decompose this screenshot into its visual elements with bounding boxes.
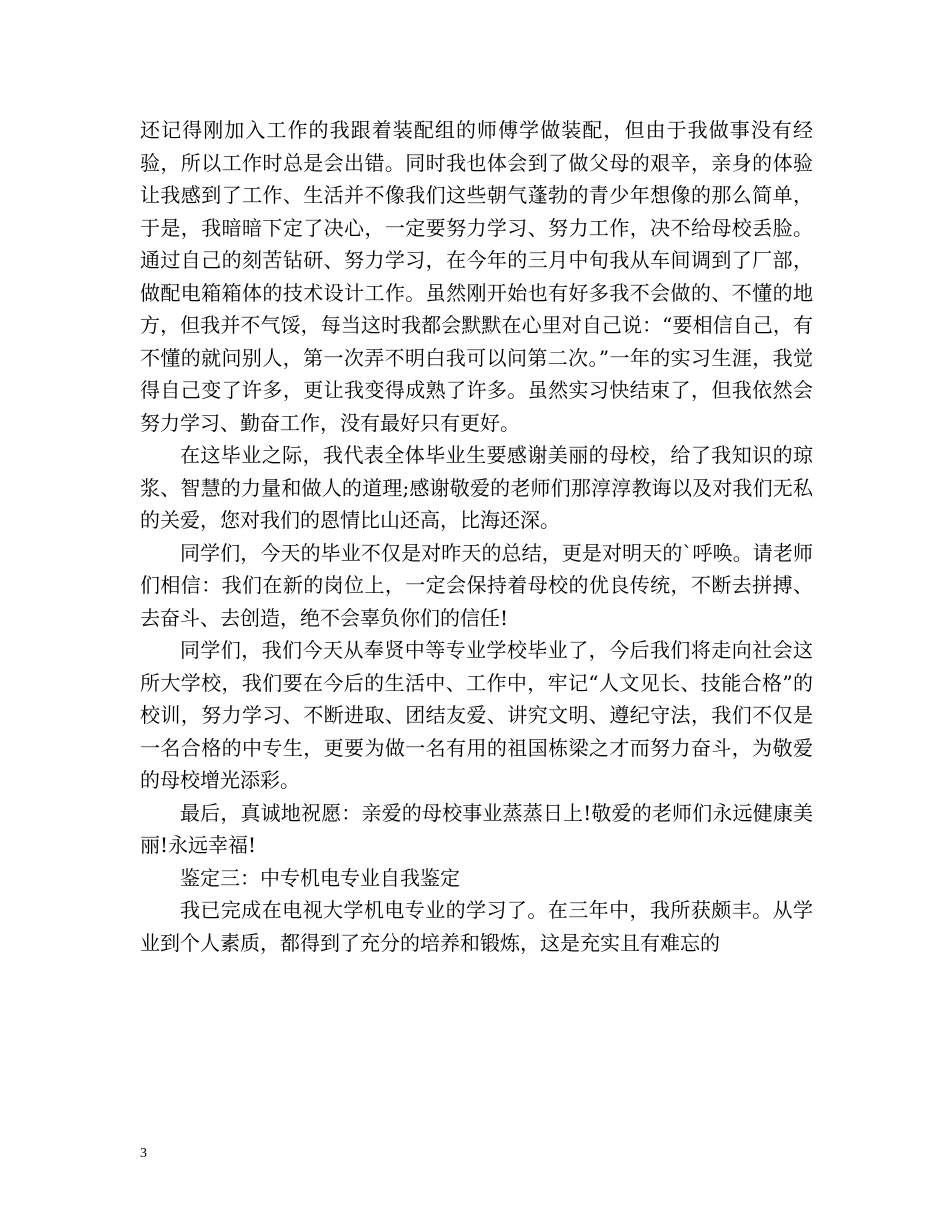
paragraph-best-wishes: 最后，真诚地祝愿：亲爱的母校事业蒸蒸日上!敬爱的老师们永远健康美丽!永远幸福! <box>140 800 813 857</box>
paragraph-school-motto: 同学们，我们今天从奉贤中等专业学校毕业了，今后我们将走向社会这所大学校，我们要在今后的生活中、工作中，牢记“人文见长、技能合格”的校训，努力学习、不断进取、团结友爱、讲究文明、遵纪守法，我们不仅是一名合格的中专生，更要为做一名有用的祖国栋梁之才而努力奋斗，为敬爱的母校增光添彩。 <box>140 638 813 792</box>
paragraph-classmates-tomorrow: 同学们，今天的毕业不仅是对昨天的总结，更是对明天的`呼唤。请老师们相信：我们在新的岗位上，一定会保持着母校的优良传统，不断去拼搏、去奋斗、去创造，绝不会辜负你们的信任! <box>140 540 813 630</box>
page-number: 3 <box>140 1146 147 1161</box>
paragraph-self-evaluation: 我已完成在电视大学机电专业的学习了。在三年中，我所获颇丰。从学业到个人素质，都得到了充分的培养和锻炼，这是充实且有难忘的 <box>140 898 813 955</box>
section-heading: 鉴定三：中专机电专业自我鉴定 <box>180 865 460 890</box>
paragraph-thanks-school: 在这毕业之际，我代表全体毕业生要感谢美丽的母校，给了我知识的琼浆、智慧的力量和做人的道理;感谢敬爱的老师们那淳淳教诲以及对我们无私的关爱，您对我们的恩情比山还高，比海还深。 <box>140 443 813 532</box>
document-body <box>140 114 813 959</box>
paragraph-internship: 还记得刚加入工作的我跟着装配组的师傅学做装配，但由于我做事没有经验，所以工作时总是会出错。同时我也体会到了做父母的艰辛，亲身的体验让我感到了工作、生活并不像我们这些朝气蓬勃的青少年想像的那么简单，于是，我暗暗下定了决心，一定要努力学习、努力工作，决不给母校丢脸。通过自己的刻苦钻研、努力学习，在今年的三月中旬我从车间调到了厂部，做配电箱箱体的技术设计工作。虽然刚开始也有好多我不会做的、不懂的地方，但我并不气馁，每当这时我都会默默在心里对自己说：“要相信自己，有不懂的就问别人，第一次弄不明白我可以问第二次。”一年的实习生涯，我觉得自己变了许多，更让我变得成熟了许多。虽然实习快结束了，但我依然会努力学习、勤奋工作，没有最好只有更好。 <box>140 118 813 435</box>
